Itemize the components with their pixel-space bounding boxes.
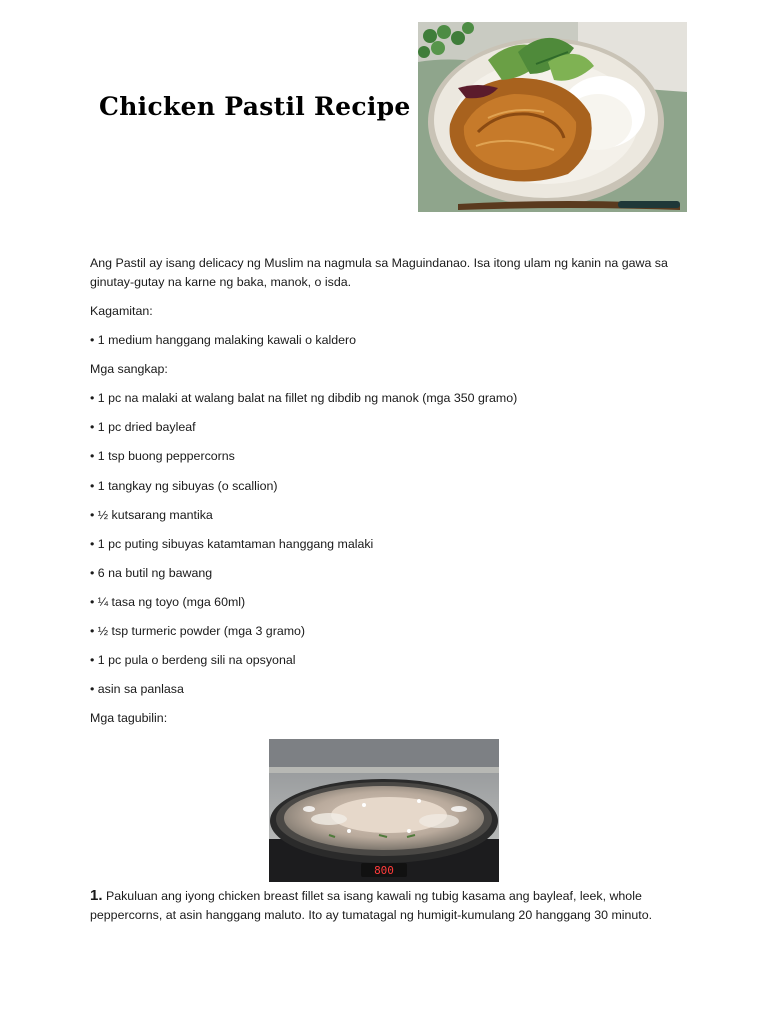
boiling-pot-photo xyxy=(269,739,499,882)
ingredient-item: • asin sa panlasa xyxy=(90,682,184,696)
ingredient-item: • 1 tangkay ng sibuyas (o scallion) xyxy=(90,479,278,493)
intro-paragraph: Ang Pastil ay isang delicacy ng Muslim na nagmula sa Maguindanao. Isa itong ulam ng kanin na gawa sa ginutay-gutay na karne ng baka, manok, o isda. xyxy=(90,256,668,289)
ingredient-item: • 1 pc na malaki at walang balat na fillet ng dibdib ng manok (mga 350 gramo) xyxy=(90,391,518,405)
instructions-heading: Mga tagubilin: xyxy=(90,711,168,725)
step-paragraph xyxy=(90,886,690,925)
equipment-heading: Kagamitan: xyxy=(90,304,153,318)
ingredient-item: • 1 pc puting sibuyas katamtaman hanggang malaki xyxy=(90,537,374,551)
ingredients-heading: Mga sangkap: xyxy=(90,362,168,376)
chicken-pastil-photo xyxy=(418,22,687,212)
ingredient-item: • ½ kutsarang mantika xyxy=(90,508,213,522)
ingredient-item: • ¼ tasa ng toyo (mga 60ml) xyxy=(90,595,246,609)
page-title: Chicken Pastil Recipe xyxy=(99,92,411,121)
step-text: Pakuluan ang iyong chicken breast fillet sa isang kawali ng tubig kasama ang bayleaf, leek, whole peppercorns, at asin hanggang maluto. Ito ay tumatagal ng humigit-kumulang 20 hanggang 30 minuto. xyxy=(90,889,653,922)
step-number: 1. xyxy=(90,887,103,904)
ingredient-item: • ½ tsp turmeric powder (mga 3 gramo) xyxy=(90,624,306,638)
ingredient-item: • 6 na butil ng bawang xyxy=(90,566,213,580)
ingredient-item: • 1 pc dried bayleaf xyxy=(90,420,196,434)
ingredient-item: • 1 pc pula o berdeng sili na opsyonal xyxy=(90,653,296,667)
stove-display-readout: 800 xyxy=(374,864,394,877)
ingredient-item: • 1 tsp buong peppercorns xyxy=(90,449,235,463)
equipment-item: • 1 medium hanggang malaking kawali o kaldero xyxy=(90,333,357,347)
